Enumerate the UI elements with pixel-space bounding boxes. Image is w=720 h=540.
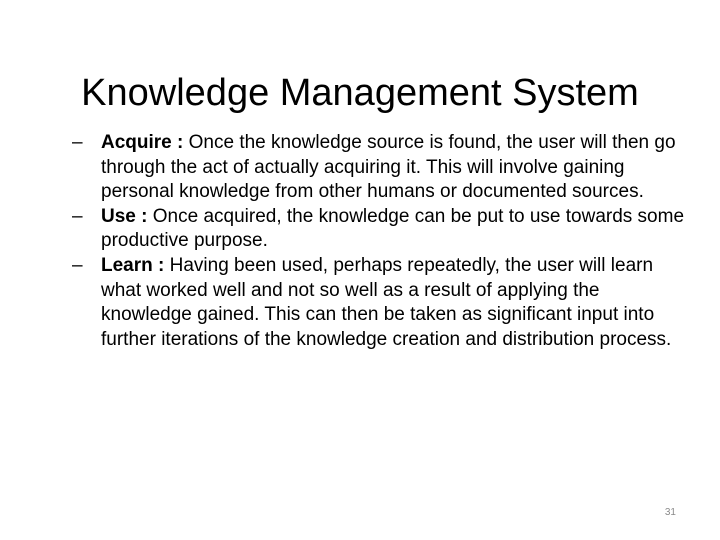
bullet-text: Once acquired, the knowledge can be put to use towards some productive purpose. (101, 205, 685, 252)
bullet-item-use (72, 205, 692, 254)
bullet-item-learn (72, 254, 692, 352)
slide-title: Knowledge Management System (81, 72, 639, 115)
bullet-term: Use : (101, 205, 148, 227)
bullet-term: Learn : (101, 254, 165, 276)
page-number: 31 (664, 507, 676, 518)
bullet-item-acquire (72, 131, 692, 205)
bullet-dash-icon: – (72, 132, 83, 153)
bullet-text: Once the knowledge source is found, the user will then go through the act of actually acquiring it. This will involve gaining personal knowledge from other humans or documented sources. (101, 132, 676, 203)
bullet-list (72, 131, 692, 352)
bullet-term: Acquire : (101, 132, 184, 153)
bullet-text: Having been used, perhaps repeatedly, the user will learn what worked well and not so well as a result of applying the knowledge gained. This can then be taken as significant input into further iterations of the knowledge creation and distribution process. (101, 254, 672, 350)
bullet-dash-icon: – (72, 254, 83, 276)
bullet-dash-icon: – (72, 205, 83, 227)
